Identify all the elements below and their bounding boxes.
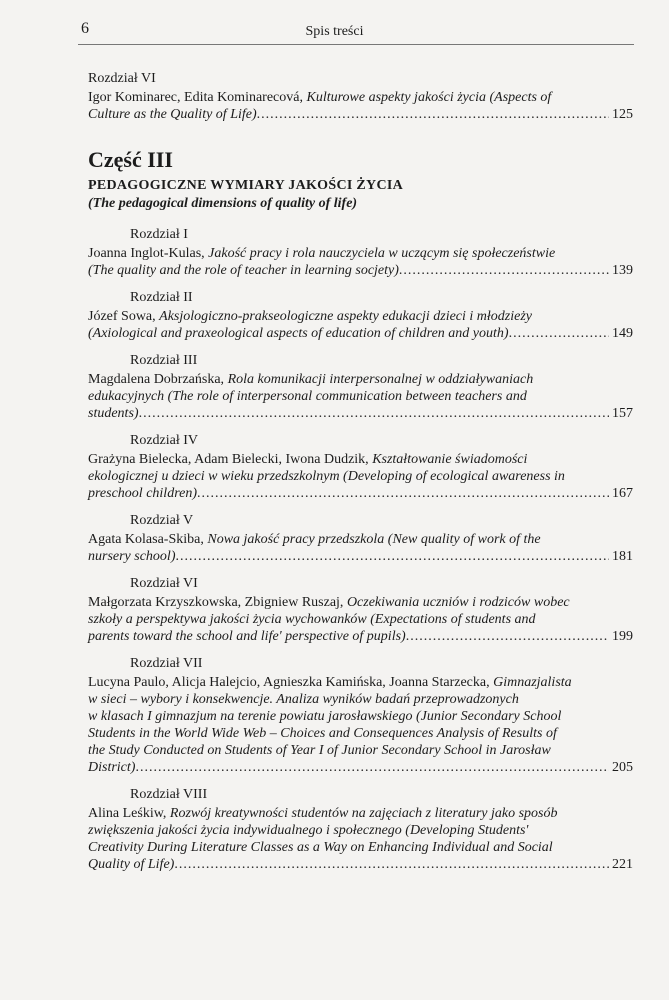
entry-line [88, 691, 633, 708]
entry-text [88, 759, 135, 776]
title-text: w klasach I gimnazjum na terenie powiatu jarosławskiego (Junior Secondary School [88, 709, 562, 724]
header-rule [78, 44, 634, 45]
page-ref: 139 [612, 263, 633, 278]
page-ref: 125 [612, 107, 633, 122]
author-text: Alina Leśkiw, [88, 806, 170, 821]
toc-entries-before [88, 70, 633, 123]
page-ref: 199 [612, 629, 633, 644]
toc-entry [88, 352, 633, 422]
chapter-label: Rozdział VI [88, 71, 156, 86]
dot-leader [399, 262, 609, 279]
chapter-label: Rozdział VIII [130, 787, 208, 802]
dot-leader [257, 106, 609, 123]
chapter-label: Rozdział V [130, 513, 194, 528]
toc-entry [88, 786, 633, 873]
chapter-label: Rozdział VI [130, 576, 198, 591]
title-text: Rola komunikacji interpersonalnej w oddziaływaniach [227, 372, 534, 387]
page-ref: 167 [612, 486, 633, 501]
author-text: Małgorzata Krzyszkowska, Zbigniew Ruszaj, [88, 595, 347, 610]
entry-text [88, 856, 174, 873]
toc-content [88, 70, 633, 883]
title-text: Kształtowanie świadomości [372, 452, 528, 467]
entry-text [88, 106, 257, 123]
title-text: (The quality and the role of teacher in learning socjety) [88, 263, 399, 278]
author-text: Grażyna Bielecka, Adam Bielecki, Iwona Dudzik, [88, 452, 373, 467]
entry-text [88, 309, 532, 324]
entry-text [88, 628, 406, 645]
title-text: preschool children) [88, 486, 197, 501]
entry-text [88, 612, 536, 627]
title-text: Jakość pracy i rola nauczyciela w uczącym się społeczeństwie [208, 246, 556, 261]
title-text: Oczekiwania uczniów i rodziców wobec [346, 595, 570, 610]
entry-line [88, 759, 633, 776]
running-head: Spis treści [305, 24, 364, 39]
page-number: 6 [81, 20, 89, 37]
entry-line [88, 742, 633, 759]
title-text: w sieci – wybory i konsekwencje. Analiza wyników badań przeprowadzonych [88, 692, 519, 707]
title-text: the Study Conducted on Students of Year I of Junior Secondary School in Jarosław [88, 743, 551, 758]
entry-line [88, 594, 633, 611]
chapter-label: Rozdział VII [130, 656, 203, 671]
entry-text [88, 548, 176, 565]
entry-text [88, 726, 557, 741]
author-text: Magdalena Dobrzańska, [88, 372, 228, 387]
dot-leader [174, 856, 609, 873]
toc-entry [88, 226, 633, 279]
entry-text [88, 675, 572, 690]
title-text: nursery school) [88, 549, 176, 564]
title-text: (Axiological and praxeological aspects of education of children and youth) [88, 326, 509, 341]
entry-line [88, 628, 633, 645]
entry-line [88, 611, 633, 628]
entry-line [88, 371, 633, 388]
title-text: Students in the World Wide Web – Choices and Consequences Analysis of Results of [88, 726, 557, 741]
entry-text [88, 90, 551, 105]
entry-line [88, 839, 633, 856]
entry-text [88, 595, 570, 610]
title-text: ekologicznej u dzieci w wieku przedszkolnym (Developing of ecological awareness in [88, 469, 565, 484]
dot-leader [509, 325, 609, 342]
entry-text [88, 246, 555, 261]
author-text: Agata Kolasa-Skiba, [88, 532, 208, 547]
toc-entry [88, 512, 633, 565]
entry-text [88, 372, 533, 387]
entry-text [88, 389, 527, 404]
entry-line [88, 822, 633, 839]
toc-entry [88, 575, 633, 645]
title-text: students) [88, 406, 139, 421]
part-subtitle-english: (The pedagogical dimensions of quality of life) [88, 196, 358, 211]
entry-line [88, 308, 633, 325]
dot-leader [406, 628, 609, 645]
entry-text [88, 262, 399, 279]
page-ref: 221 [612, 857, 633, 872]
page-ref: 181 [612, 549, 633, 564]
entry-line [88, 106, 633, 123]
author-text: Józef Sowa, [88, 309, 160, 324]
title-text: Quality of Life) [88, 857, 175, 872]
title-text: Rozwój kreatywności studentów na zajęciach z literatury jako sposób [169, 806, 558, 821]
page-ref: 157 [612, 406, 633, 421]
toc-entry [88, 70, 633, 123]
entry-line [88, 325, 633, 342]
chapter-label: Rozdział I [130, 227, 188, 242]
title-text: Creativity During Literature Classes as a Way on Enhancing Individual and Social [88, 840, 553, 855]
part-subtitle: PEDAGOGICZNE WYMIARY JAKOŚCI ŻYCIA [88, 178, 404, 193]
title-text: szkoły a perspektywa jakości życia wychowanków (Expectations of students and [88, 612, 536, 627]
chapter-label: Rozdział IV [130, 433, 199, 448]
entry-line [88, 262, 633, 279]
entry-text [88, 469, 565, 484]
author-text: Lucyna Paulo, Alicja Halejcio, Agnieszka Kamińska, Joanna Starzecka, [88, 675, 494, 690]
entry-text [88, 709, 561, 724]
entry-line [88, 451, 633, 468]
part-title: Część III [88, 147, 173, 172]
entry-line [88, 856, 633, 873]
entry-line [88, 405, 633, 422]
entry-text [88, 485, 197, 502]
entry-line [88, 548, 633, 565]
entry-text [88, 405, 139, 422]
author-text: Joanna Inglot-Kulas, [88, 246, 209, 261]
entry-line [88, 805, 633, 822]
entry-text [88, 325, 509, 342]
entry-line [88, 674, 633, 691]
title-text: Gimnazjalista [493, 675, 572, 690]
page-ref: 205 [612, 760, 633, 775]
entry-line [88, 89, 633, 106]
dot-leader [135, 759, 609, 776]
entry-text [88, 532, 541, 547]
page-ref: 149 [612, 326, 633, 341]
title-text: parents toward the school and life' perspective of pupils) [88, 629, 406, 644]
entry-line [88, 725, 633, 742]
dot-leader [139, 405, 609, 422]
chapter-label: Rozdział III [130, 353, 198, 368]
title-text: zwiększenia jakości życia indywidualnego i społecznego (Developing Students' [88, 823, 529, 838]
title-text: Nowa jakość pracy przedszkola (New quality of work of the [207, 532, 541, 547]
title-text: Kulturowe aspekty jakości życia (Aspects of [306, 90, 552, 105]
dot-leader [197, 485, 609, 502]
author-text: Igor Kominarec, Edita Kominarecová, [88, 90, 307, 105]
toc-entry [88, 289, 633, 342]
entry-line [88, 531, 633, 548]
title-text: Aksjologiczno-prakseologiczne aspekty edukacji dzieci i młodzieży [159, 309, 533, 324]
entry-line [88, 388, 633, 405]
entry-line [88, 485, 633, 502]
entry-text [88, 806, 557, 821]
entry-line [88, 245, 633, 262]
title-text: Culture as the Quality of Life) [88, 107, 257, 122]
entry-line [88, 708, 633, 725]
entry-text [88, 743, 551, 758]
chapter-label: Rozdział II [130, 290, 193, 305]
title-text: edukacyjnych (The role of interpersonal communication between teachers and [88, 389, 527, 404]
entry-text [88, 692, 519, 707]
entry-line [88, 468, 633, 485]
dot-leader [176, 548, 610, 565]
toc-entry [88, 432, 633, 502]
toc-entries [88, 226, 633, 873]
entry-text [88, 840, 553, 855]
entry-text [88, 452, 527, 467]
entry-text [88, 823, 528, 838]
title-text: District) [88, 760, 136, 775]
toc-entry [88, 655, 633, 776]
